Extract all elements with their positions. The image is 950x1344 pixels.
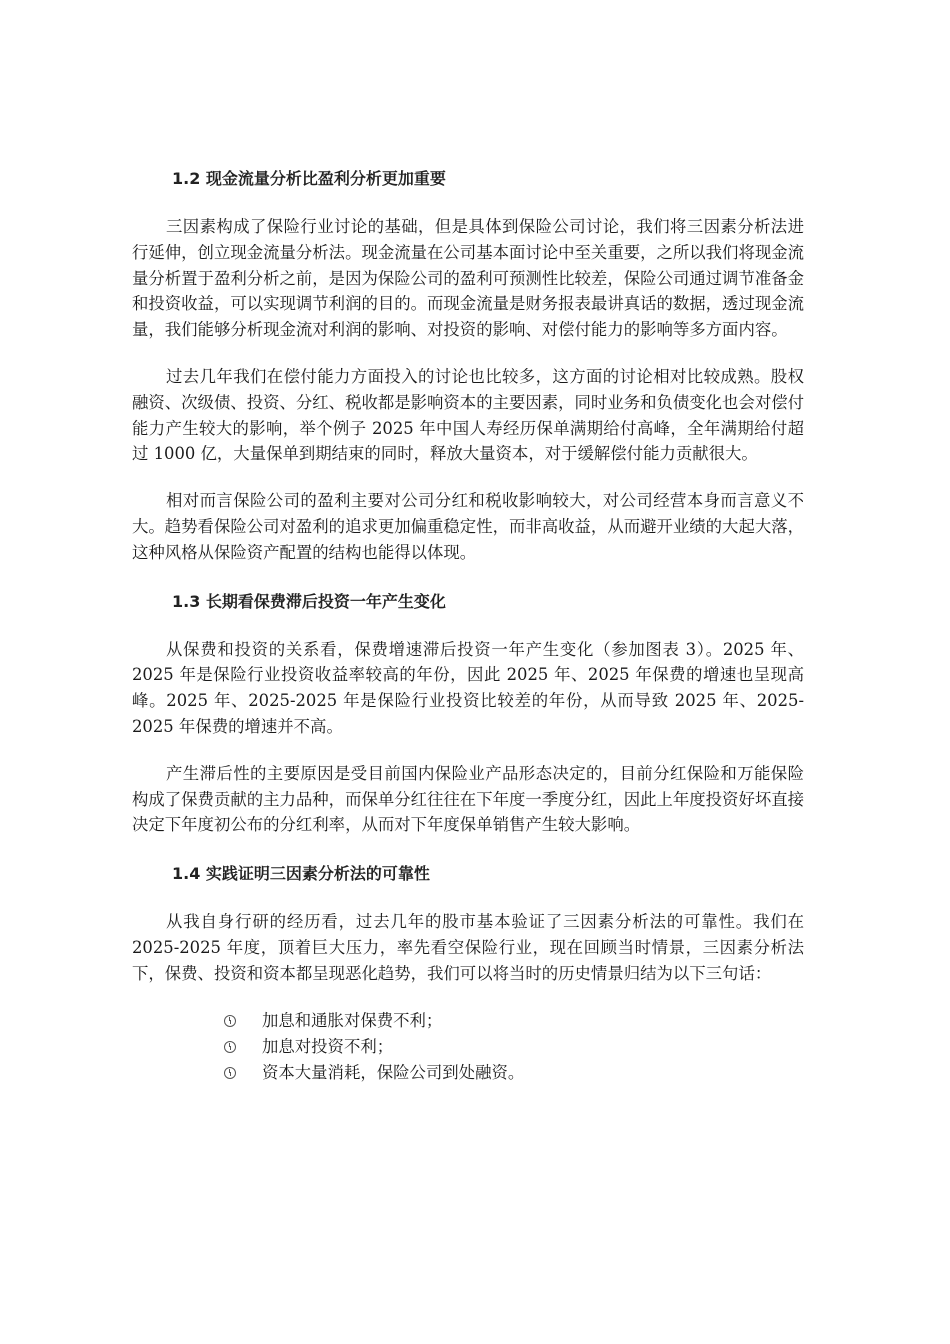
section-1-2 bbox=[132, 164, 804, 566]
section-heading: 1.3 长期看保费滞后投资一年产生变化 bbox=[172, 591, 446, 611]
paragraph: 从保费和投资的关系看，保费增速滞后投资一年产生变化（参加图表 3）。2025 年、2025 年是保险行业投资收益率较高的年份，因此 2025 年、2025 年保费的增速也呈现高峰。2025 年、2025-2025 年是保险行业投资比较差的年份，从而导致 2025 年、2025-2025 年保费的增速并不高。 bbox=[132, 639, 804, 736]
list-item bbox=[224, 1060, 804, 1086]
document-page bbox=[132, 164, 804, 1086]
paragraph: 从我自身行研的经历看，过去几年的股市基本验证了三因素分析法的可靠性。我们在 2025-2025 年度，顶着巨大压力，率先看空保险行业，现在回顾当时情景，三因素分析法下，保费、投资和资本都呈现恶化趋势，我们可以将当时的历史情景归结为以下三句话： bbox=[132, 912, 804, 983]
paragraph: 三因素构成了保险行业讨论的基础，但是具体到保险公司讨论，我们将三因素分析法进行延伸，创立现金流量分析法。现金流量在公司基本面讨论中至关重要，之所以我们将现金流量分析置于盈利分析之前，是因为保险公司的盈利可预测性比较差，保险公司通过调节准备金和投资收益，可以实现调节利润的目的。而现金流量是财务报表最讲真话的数据，透过现金流量，我们能够分析现金流对利润的影响、对投资的影响、对偿付能力的影响等多方面内容。 bbox=[132, 217, 805, 340]
list-item-text: 加息对投资不利； bbox=[262, 1036, 394, 1056]
list-item-text: 加息和通胀对保费不利； bbox=[262, 1010, 443, 1030]
list-item bbox=[224, 1034, 804, 1060]
clock-bullet-icon bbox=[224, 1041, 236, 1053]
paragraph: 过去几年我们在偿付能力方面投入的讨论也比较多，这方面的讨论相对比较成熟。股权融资、次级债、投资、分红、税收都是影响资本的主要因素，同时业务和负债变化也会对偿付能力产生较大的影响，举个例子 2025 年中国人寿经历保单满期给付高峰，全年满期给付超过 1000 亿，大量保单到期结束的同时，释放大量资本，对于缓解偿付能力贡献很大。 bbox=[132, 366, 805, 464]
list-item-text: 资本大量消耗，保险公司到处融资。 bbox=[262, 1062, 525, 1082]
paragraph: 相对而言保险公司的盈利主要对公司分红和税收影响较大，对公司经营本身而言意义不大。趋势看保险公司对盈利的追求更加偏重稳定性，而非高收益，从而避开业绩的大起大落，这种风格从保险资产配置的结构也能得以体现。 bbox=[132, 491, 805, 562]
section-heading: 1.4 实践证明三因素分析法的可靠性 bbox=[172, 864, 430, 884]
section-1-3 bbox=[132, 587, 804, 839]
clock-bullet-icon bbox=[224, 1015, 236, 1027]
list-item bbox=[224, 1008, 804, 1034]
section-1-4 bbox=[132, 859, 804, 1085]
clock-bullet-icon bbox=[224, 1067, 236, 1079]
section-heading: 1.2 现金流量分析比盈利分析更加重要 bbox=[172, 169, 446, 188]
paragraph: 产生滞后性的主要原因是受目前国内保险业产品形态决定的，目前分红保险和万能保险构成了保费贡献的主力品种，而保单分红往往在下年度一季度分红，因此上年度投资好坏直接决定下年度初公布的分红利率，从而对下年度保单销售产生较大影响。 bbox=[132, 763, 805, 835]
bullet-list bbox=[132, 1008, 804, 1086]
